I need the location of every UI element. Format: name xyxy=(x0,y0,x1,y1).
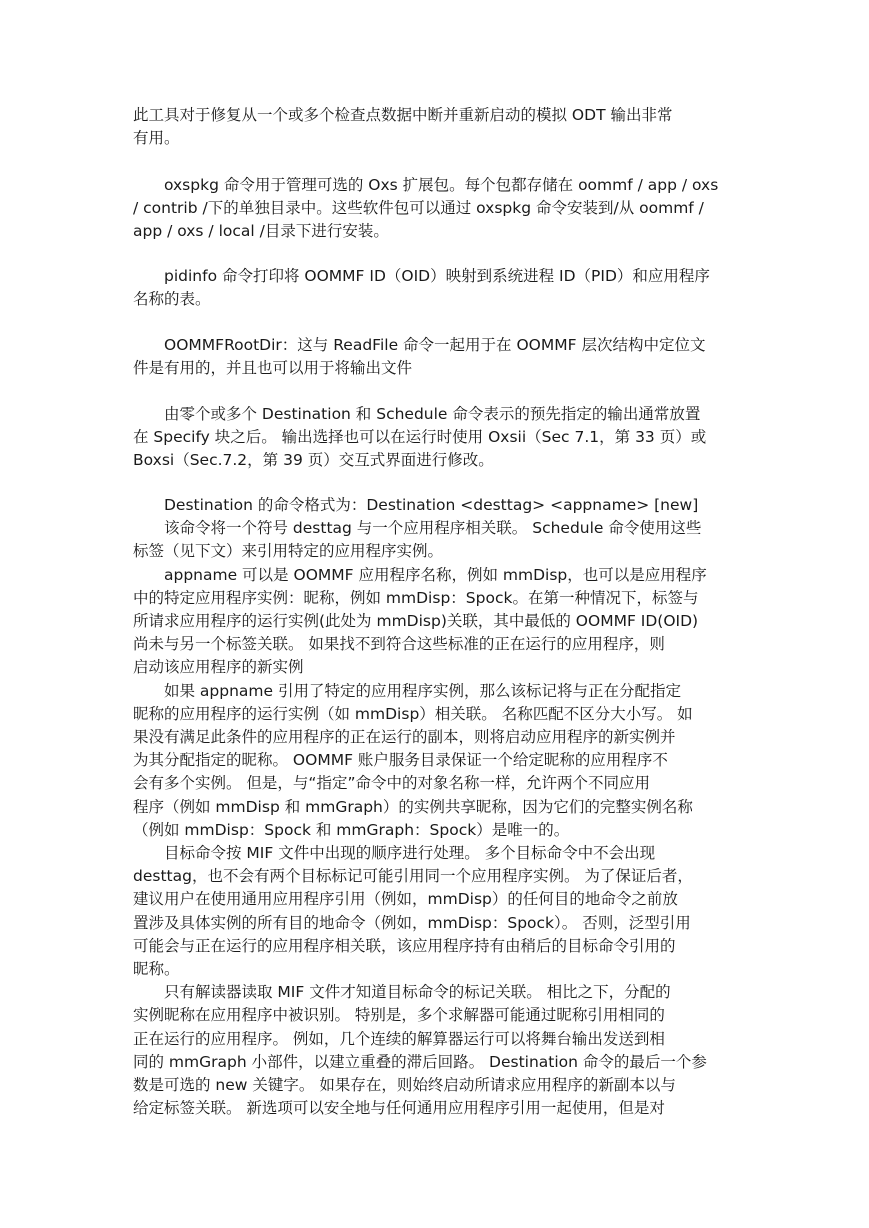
text-line: 会有多个实例。 但是，与“指定”命令中的对象名称一样，允许两个不同应用 xyxy=(133,774,650,793)
text-line: 同的 mmGraph 小部件，以建立重叠的滞后回路。 Destination 命令的最后一个参 xyxy=(133,1052,707,1071)
text-line: 昵称。 xyxy=(133,960,180,979)
paragraph-destination xyxy=(133,494,738,1120)
text-line: 名称的表。 xyxy=(133,290,211,309)
text-line: 该命令将一个符号 desttag 与一个应用程序相关联。 Schedule 命令使用这些 xyxy=(133,519,702,538)
text-line: （例如 mmDisp：Spock 和 mmGraph：Spock）是唯一的。 xyxy=(133,820,570,839)
text-line: 如果 appname 引用了特定的应用程序实例，那么该标记将与正在分配指定 xyxy=(133,681,681,700)
text-line: Destination 的命令格式为：Destination <desttag> <appname> [new] xyxy=(133,496,699,514)
text-line: 正在运行的应用程序。 例如，几个连续的解算器运行可以将舞台输出发送到相 xyxy=(133,1029,665,1048)
text-line: 目标命令按 MIF 文件中出现的顺序进行处理。 多个目标命令中不会出现 xyxy=(133,844,656,863)
text-line: 件是有用的，并且也可以用于将输出文件 xyxy=(133,359,413,378)
text-line: 只有解读器读取 MIF 文件才知道目标命令的标记关联。 相比之下，分配的 xyxy=(133,983,671,1002)
text-line: 给定标签关联。 新选项可以安全地与任何通用应用程序引用一起使用，但是对 xyxy=(133,1099,665,1118)
text-line: appname 可以是 OOMMF 应用程序名称，例如 mmDisp，也可以是应用程序 xyxy=(133,565,707,584)
paragraph-pidinfo xyxy=(133,265,738,311)
text-line: 此工具对于修复从一个或多个检查点数据中断并重新启动的模拟 ODT 输出非常 xyxy=(133,106,673,124)
text-line: 果没有满足此条件的应用程序的正在运行的副本，则将启动应用程序的新实例并 xyxy=(133,728,676,747)
text-line: desttag，也不会有两个目标标记可能引用同一个应用程序实例。 为了保证后者， xyxy=(133,867,693,886)
text-line: 昵称的应用程序的运行实例（如 mmDisp）相关联。 名称匹配不区分大小写。 如 xyxy=(133,704,693,723)
text-line: 为其分配指定的昵称。 OOMMF 账户服务目录保证一个给定昵称的应用程序不 xyxy=(133,751,668,770)
text-line: oxspkg 命令用于管理可选的 Oxs 扩展包。每个包都存储在 oommf / app / oxs xyxy=(133,176,719,194)
text-line: 可能会与正在运行的应用程序相关联，该应用程序持有由稍后的目标命令引用的 xyxy=(133,936,676,955)
text-line: 有用。 xyxy=(133,129,180,148)
text-line: OOMMFRootDir：这与 ReadFile 命令一起用于在 OOMMF 层次结构中定位文 xyxy=(133,336,706,354)
paragraph-oommfrootdir xyxy=(133,334,738,380)
paragraph-oxspkg xyxy=(133,174,738,244)
text-line: 置涉及具体实例的所有目的地命令（例如，mmDisp：Spock）。 否则，泛型引用 xyxy=(133,913,691,932)
text-line: 实例昵称在应用程序中被识别。 特别是，多个求解器可能通过昵称引用相同的 xyxy=(133,1006,665,1025)
text-line: pidinfo 命令打印将 OOMMF ID（OID）映射到系统进程 ID（PID）和应用程序 xyxy=(133,267,710,285)
text-line: 由零个或多个 Destination 和 Schedule 命令表示的预先指定的输出通常放置 xyxy=(133,405,701,423)
paragraph-odt-tool xyxy=(133,104,738,150)
text-line: Boxsi（Sec.7.2，第 39 页）交互式界面进行修改。 xyxy=(133,451,494,470)
text-line: 尚未与另一个标签关联。 如果找不到符合这些标准的正在运行的应用程序，则 xyxy=(133,635,665,654)
text-line: / contrib /下的单独目录中。这些软件包可以通过 oxspkg 命令安装到/从 oommf / xyxy=(133,199,704,218)
text-line: 中的特定应用程序实例：昵称，例如 mmDisp：Spock。在第一种情况下，标签与 xyxy=(133,588,699,607)
text-line: 启动该应用程序的新实例 xyxy=(133,658,304,677)
text-line: 在 Specify 块之后。 输出选择也可以在运行时使用 Oxsii（Sec 7.1，第 33 页）或 xyxy=(133,428,707,447)
text-line: 程序（例如 mmDisp 和 mmGraph）的实例共享昵称，因为它们的完整实例名称 xyxy=(133,797,693,816)
paragraph-output-spec xyxy=(133,403,738,473)
text-line: 所请求应用程序的运行实例(此处为 mmDisp)关联，其中最低的 OOMMF ID(OID) xyxy=(133,612,699,631)
text-line: 标签（见下文）来引用特定的应用程序实例。 xyxy=(133,542,444,561)
text-line: 数是可选的 new 关键字。 如果存在，则始终启动所请求应用程序的新副本以与 xyxy=(133,1076,676,1095)
text-line: 建议用户在使用通用应用程序引用（例如，mmDisp）的任何目的地命令之前放 xyxy=(133,890,678,909)
text-line: app / oxs / local /目录下进行安装。 xyxy=(133,222,389,241)
